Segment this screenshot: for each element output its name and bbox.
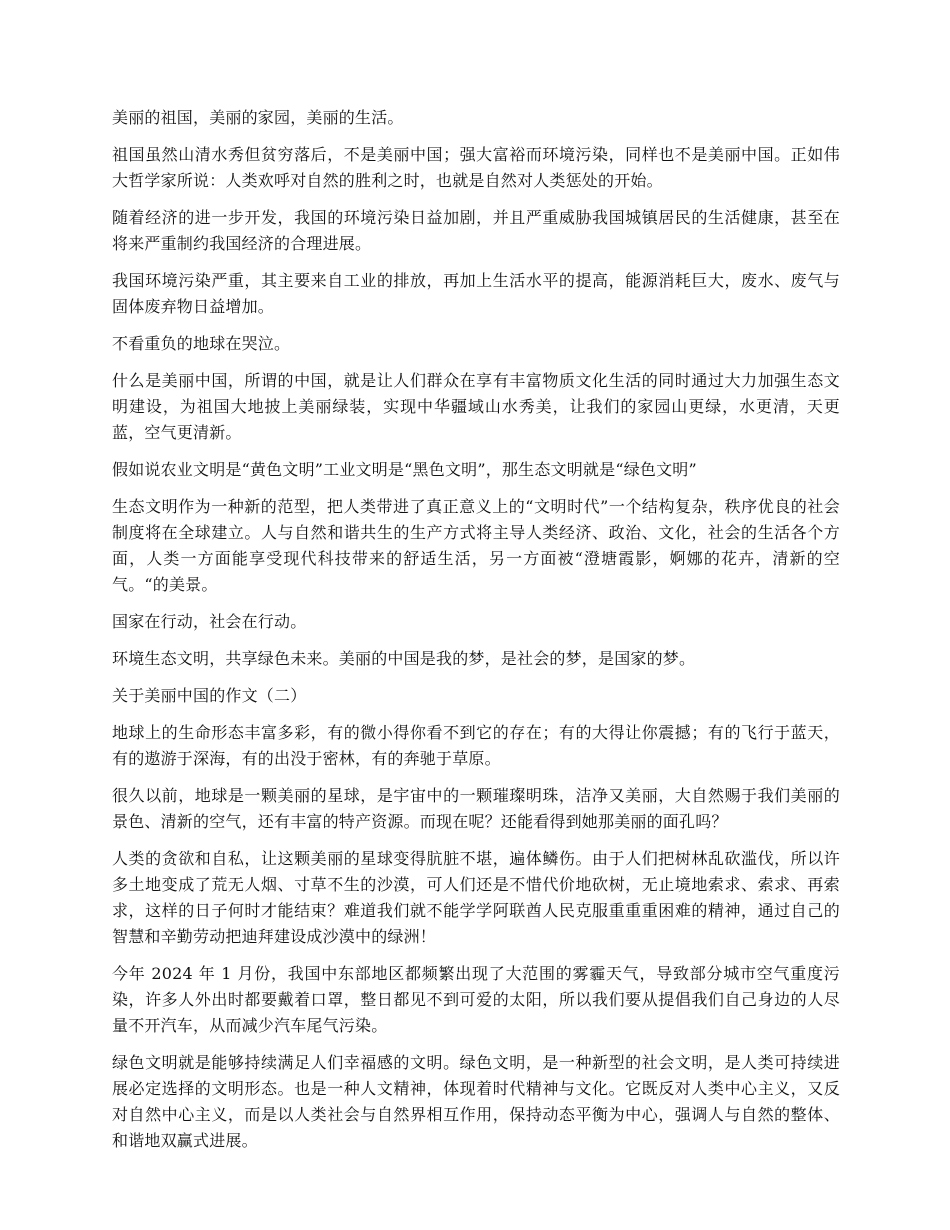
document-body <box>112 105 840 1165</box>
paragraph: 生态文明作为一种新的范型，把人类带进了真正意义上的“文明时代”一个结构复杂，秩序优良的社会制度将在全球建立。人与自然和谐共生的生产方式将主导人类经济、政治、文化，社会的生活各个方面，人类一方面能享受现代科技带来的舒适生活，另一方面被“澄塘霞影，婀娜的花卉，清新的空气。“的美景。 <box>112 497 840 594</box>
paragraph: 随着经济的进一步开发，我国的环境污染日益加剧，并且严重威胁我国城镇居民的生活健康，甚至在将来严重制约我国经济的合理进展。 <box>112 208 840 253</box>
paragraph: 美丽的祖国，美丽的家园，美丽的生活。 <box>112 108 404 127</box>
paragraph: 今年 2024 年 1 月份，我国中东部地区都频繁出现了大范围的雾霾天气，导致部分城市空气重度污染，许多人外出时都要戴着口罩，整日都见不到可爱的太阳，所以我们要从提倡我们自己身边的人尽量不开汽车，从而减少汽车尾气污染。 <box>112 964 840 1035</box>
paragraph: 祖国虽然山清水秀但贫穷落后，不是美丽中国；强大富裕而环境污染，同样也不是美丽中国。正如伟大哲学家所说：人类欢呼对自然的胜利之时，也就是自然对人类惩处的开始。 <box>112 145 840 190</box>
paragraph: 环境生态文明，共享绿色未来。美丽的中国是我的梦，是社会的梦，是国家的梦。 <box>112 649 696 668</box>
section-heading: 关于美丽中国的作文（二） <box>112 686 307 705</box>
paragraph: 我国环境污染严重，其主要来自工业的排放，再加上生活水平的提高，能源消耗巨大，废水、废气与固体废弃物日益增加。 <box>112 271 840 316</box>
paragraph: 人类的贪欲和自私，让这颗美丽的星球变得肮脏不堪，遍体鳞伤。由于人们把树林乱砍滥伐，所以许多土地变成了荒无人烟、寸草不生的沙漠，可人们还是不惜代价地砍树，无止境地索求、索求、再索求，这样的日子何时才能结束？难道我们就不能学学阿联酋人民克服重重重困难的精神，通过自己的智慧和辛勤劳动把迪拜建设成沙漠中的绿洲！ <box>112 849 840 946</box>
paragraph: 地球上的生命形态丰富多彩，有的微小得你看不到它的存在；有的大得让你震撼；有的飞行于蓝天，有的遨游于深海，有的出没于密林，有的奔驰于草原。 <box>112 723 840 768</box>
paragraph: 假如说农业文明是“黄色文明”工业文明是“黑色文明”，那生态文明就是“绿色文明” <box>112 460 697 479</box>
paragraph: 绿色文明就是能够持续满足人们幸福感的文明。绿色文明，是一种新型的社会文明，是人类可持续进展必定选择的文明形态。也是一种人文精神，体现着时代精神与文化。它既反对人类中心主义，又反对自然中心主义，而是以人类社会与自然界相互作用，保持动态平衡为中心，强调人与自然的整体、和谐地双赢式进展。 <box>112 1053 840 1150</box>
paragraph: 什么是美丽中国，所谓的中国，就是让人们群众在享有丰富物质文化生活的同时通过大力加强生态文明建设，为祖国大地披上美丽绿装，实现中华疆域山水秀美，让我们的家园山更绿，水更清，天更蓝，空气更清新。 <box>112 371 840 442</box>
paragraph: 国家在行动，社会在行动。 <box>112 612 307 631</box>
paragraph: 不看重负的地球在哭泣。 <box>112 334 291 353</box>
paragraph: 很久以前，地球是一颗美丽的星球，是宇宙中的一颗璀璨明珠，洁净又美丽，大自然赐于我们美丽的景色、清新的空气，还有丰富的特产资源。而现在呢？还能看得到她那美丽的面孔吗？ <box>112 786 840 831</box>
